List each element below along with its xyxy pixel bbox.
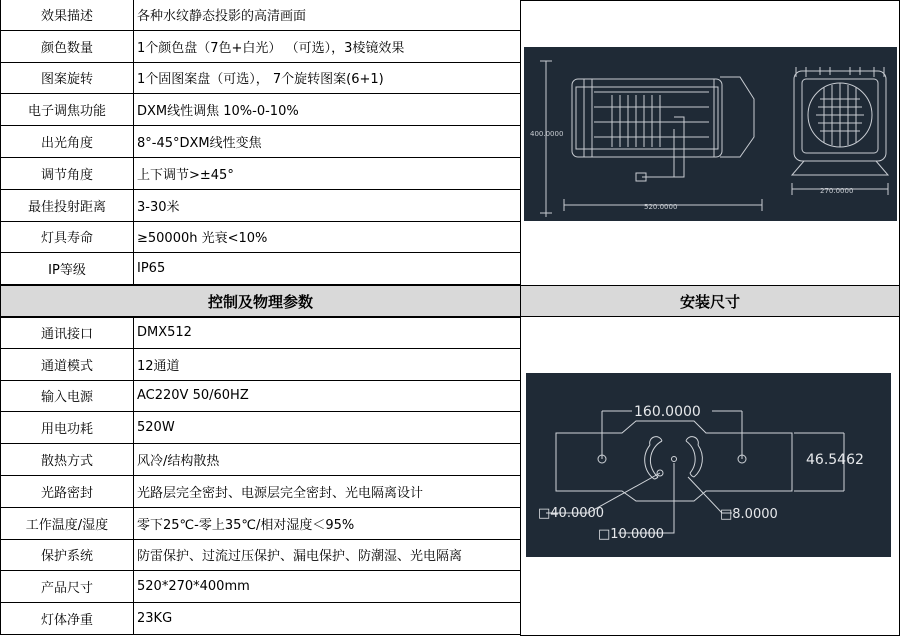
spec-value: 防雷保护、过流过压保护、漏电保护、防潮湿、光电隔离 <box>134 540 521 572</box>
spec-value: 1个固图案盘（可选）， 7个旋转图案(6+1) <box>134 63 521 95</box>
spec-row <box>0 253 521 285</box>
spec-label: 保护系统 <box>0 540 134 572</box>
spec-value: 各种水纹静态投影的高清画面 <box>134 0 521 31</box>
spec-value: 零下25℃-零上35℃/相对湿度＜95% <box>134 508 521 540</box>
spec-row <box>0 158 521 190</box>
spec-row <box>0 31 521 63</box>
spec-value: 12通道 <box>134 349 521 381</box>
spec-value: 3-30米 <box>134 190 521 222</box>
dim-b-label: □10.0000 <box>598 527 665 542</box>
spec-label: 通讯接口 <box>0 317 134 349</box>
spec-value: AC220V 50/60HZ <box>134 381 521 413</box>
spec-label: 灯具寿命 <box>0 222 134 254</box>
spec-row <box>0 222 521 254</box>
spec-value: 1个颜色盘（7色+白光） （可选），3棱镜效果 <box>134 31 521 63</box>
spec-value: 23KG <box>134 603 521 635</box>
spec-row <box>0 476 521 508</box>
hole-spacing-label: 160.0000 <box>634 404 701 420</box>
spec-value: 光路层完全密封、电源层完全密封、光电隔离设计 <box>134 476 521 508</box>
spec-label: 工作温度/湿度 <box>0 508 134 540</box>
spec-row <box>0 540 521 572</box>
height-dimension-label: 400.0000 <box>530 130 564 138</box>
spec-label: 电子调焦功能 <box>0 94 134 126</box>
spec-value: 8°-45°DXM线性变焦 <box>134 126 521 158</box>
section-header-control: 控制及物理参数 <box>0 285 521 317</box>
spec-label: 颜色数量 <box>0 31 134 63</box>
spec-row <box>0 349 521 381</box>
spec-row <box>0 381 521 413</box>
spec-row <box>0 94 521 126</box>
spec-row <box>0 63 521 95</box>
width-dimension-label: 270.0000 <box>820 187 854 195</box>
spec-label: 最佳投射距离 <box>0 190 134 222</box>
spec-value: 520*270*400mm <box>134 571 521 603</box>
spec-row <box>0 571 521 603</box>
section-header-install: 安装尺寸 <box>520 285 900 317</box>
spec-label: 灯体净重 <box>0 603 134 635</box>
spec-value: ≥50000h 光衰<10% <box>134 222 521 254</box>
spec-label: 产品尺寸 <box>0 571 134 603</box>
spec-value: DXM线性调焦 10%-0-10% <box>134 94 521 126</box>
spec-label: 散热方式 <box>0 444 134 476</box>
spec-label: 输入电源 <box>0 381 134 413</box>
spec-value: 上下调节>±45° <box>134 158 521 190</box>
spec-label: 用电功耗 <box>0 412 134 444</box>
product-dimension-drawing <box>524 47 897 221</box>
spec-row <box>0 508 521 540</box>
dim-c-label: □8.0000 <box>720 507 778 522</box>
spec-value: 风冷/结构散热 <box>134 444 521 476</box>
spec-label: 调节角度 <box>0 158 134 190</box>
install-dimension-drawing <box>526 373 891 557</box>
spec-label: 光路密封 <box>0 476 134 508</box>
spec-label: IP等级 <box>0 253 134 285</box>
spec-row <box>0 412 521 444</box>
height-dim-label: 46.5462 <box>806 452 864 468</box>
spec-row <box>0 0 521 31</box>
length-dimension-label: 520.0000 <box>644 203 678 211</box>
spec-row <box>0 603 521 635</box>
spec-label: 出光角度 <box>0 126 134 158</box>
spec-value: 520W <box>134 412 521 444</box>
spec-row <box>0 190 521 222</box>
spec-row <box>0 444 521 476</box>
spec-value: DMX512 <box>134 317 521 349</box>
spec-label: 图案旋转 <box>0 63 134 95</box>
spec-value: IP65 <box>134 253 521 285</box>
spec-row <box>0 317 521 349</box>
spec-label: 通道模式 <box>0 349 134 381</box>
spec-label: 效果描述 <box>0 0 134 31</box>
dim-a-label: □40.0000 <box>538 506 605 521</box>
spec-row <box>0 126 521 158</box>
